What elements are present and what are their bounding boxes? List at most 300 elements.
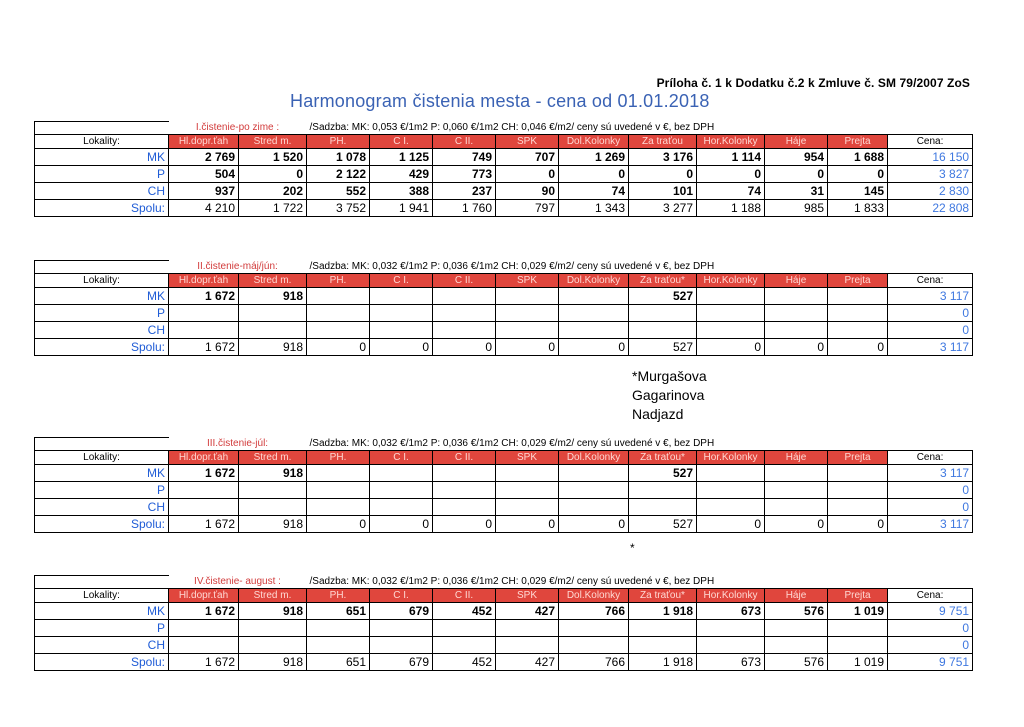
total-cell: 576 bbox=[765, 654, 828, 671]
season-label: IV.čistenie- august : bbox=[194, 575, 281, 587]
value-cell bbox=[307, 288, 370, 305]
value-cell: 3 176 bbox=[629, 149, 697, 166]
location-label: P bbox=[35, 482, 169, 499]
total-cell: 0 bbox=[697, 339, 765, 356]
value-cell bbox=[828, 482, 888, 499]
total-cell: 0 bbox=[697, 516, 765, 533]
value-cell bbox=[629, 305, 697, 322]
value-cell bbox=[629, 637, 697, 654]
column-header: Za traťou bbox=[629, 135, 697, 149]
value-cell: 1 269 bbox=[559, 149, 629, 166]
value-cell bbox=[433, 288, 496, 305]
column-header: Hor.Kolonky bbox=[697, 589, 765, 603]
table-row bbox=[35, 288, 973, 305]
value-cell: 651 bbox=[307, 603, 370, 620]
value-cell bbox=[828, 637, 888, 654]
price-cell: 3 117 bbox=[888, 465, 973, 482]
value-cell: 673 bbox=[697, 603, 765, 620]
total-label: Spolu: bbox=[35, 516, 169, 533]
value-cell: 237 bbox=[433, 183, 496, 200]
value-cell bbox=[697, 288, 765, 305]
table-row bbox=[35, 620, 973, 637]
table-row bbox=[35, 322, 973, 339]
total-cell: 0 bbox=[828, 516, 888, 533]
header-spacer bbox=[35, 122, 169, 135]
value-cell: 2 769 bbox=[169, 149, 239, 166]
value-cell: 918 bbox=[239, 465, 307, 482]
value-cell: 954 bbox=[765, 149, 828, 166]
location-label: CH bbox=[35, 499, 169, 516]
column-header: SPK bbox=[496, 451, 559, 465]
value-cell: 1 520 bbox=[239, 149, 307, 166]
value-cell bbox=[370, 322, 433, 339]
value-cell: 202 bbox=[239, 183, 307, 200]
location-label: CH bbox=[35, 183, 169, 200]
value-cell bbox=[697, 465, 765, 482]
header-spacer bbox=[35, 261, 169, 274]
column-header: SPK bbox=[496, 589, 559, 603]
location-label: P bbox=[35, 166, 169, 183]
schedule-block bbox=[34, 121, 972, 217]
total-cell: 1 343 bbox=[559, 200, 629, 217]
table-row bbox=[35, 482, 973, 499]
header-spacer bbox=[35, 576, 169, 589]
total-label: Spolu: bbox=[35, 200, 169, 217]
value-cell: 1 918 bbox=[629, 603, 697, 620]
column-header: Cena: bbox=[888, 274, 973, 288]
value-cell bbox=[828, 620, 888, 637]
schedule-table bbox=[34, 575, 973, 671]
total-label: Spolu: bbox=[35, 339, 169, 356]
value-cell bbox=[496, 637, 559, 654]
table-row bbox=[35, 183, 973, 200]
total-cell: 3 752 bbox=[307, 200, 370, 217]
value-cell bbox=[169, 322, 239, 339]
total-label: Spolu: bbox=[35, 654, 169, 671]
value-cell bbox=[307, 305, 370, 322]
footnote-line: *Murgašova bbox=[632, 368, 707, 384]
value-cell bbox=[433, 322, 496, 339]
table-row bbox=[35, 637, 973, 654]
value-cell bbox=[629, 482, 697, 499]
value-cell bbox=[828, 322, 888, 339]
total-row bbox=[35, 339, 973, 356]
total-cell: 0 bbox=[433, 516, 496, 533]
value-cell bbox=[239, 620, 307, 637]
value-cell bbox=[307, 465, 370, 482]
value-cell bbox=[433, 465, 496, 482]
price-cell: 0 bbox=[888, 499, 973, 516]
total-price-cell: 3 117 bbox=[888, 339, 973, 356]
annex-reference: Príloha č. 1 k Dodatku č.2 k Zmluve č. SM 79/2007 ZoS bbox=[656, 76, 970, 90]
column-header: Za traťou* bbox=[629, 451, 697, 465]
value-cell bbox=[828, 465, 888, 482]
total-cell: 918 bbox=[239, 654, 307, 671]
column-header: Hor.Kolonky bbox=[697, 274, 765, 288]
value-cell bbox=[828, 305, 888, 322]
value-cell bbox=[765, 288, 828, 305]
total-price-cell: 9 751 bbox=[888, 654, 973, 671]
column-header: C I. bbox=[370, 589, 433, 603]
column-header: Lokality: bbox=[35, 135, 169, 149]
column-header: Háje bbox=[765, 135, 828, 149]
location-label: MK bbox=[35, 288, 169, 305]
value-cell bbox=[370, 499, 433, 516]
value-cell bbox=[433, 499, 496, 516]
value-cell: 707 bbox=[496, 149, 559, 166]
location-label: CH bbox=[35, 637, 169, 654]
value-cell: 74 bbox=[697, 183, 765, 200]
value-cell: 1 114 bbox=[697, 149, 765, 166]
value-cell: 1 078 bbox=[307, 149, 370, 166]
value-cell bbox=[697, 322, 765, 339]
value-cell: 0 bbox=[239, 166, 307, 183]
column-header: Cena: bbox=[888, 589, 973, 603]
value-cell bbox=[559, 322, 629, 339]
total-cell: 0 bbox=[307, 516, 370, 533]
total-cell: 797 bbox=[496, 200, 559, 217]
total-cell: 0 bbox=[496, 339, 559, 356]
total-cell: 1 722 bbox=[239, 200, 307, 217]
value-cell bbox=[239, 305, 307, 322]
table-row bbox=[35, 465, 973, 482]
location-label: CH bbox=[35, 322, 169, 339]
value-cell: 749 bbox=[433, 149, 496, 166]
value-cell bbox=[496, 322, 559, 339]
schedule-table bbox=[34, 260, 973, 356]
price-cell: 9 751 bbox=[888, 603, 973, 620]
table-row bbox=[35, 603, 973, 620]
value-cell: 0 bbox=[629, 166, 697, 183]
column-header: Stred m. bbox=[239, 589, 307, 603]
total-cell: 0 bbox=[370, 339, 433, 356]
rate-label: /Sadzba: MK: 0,032 €/1m2 P: 0,036 €/1m2 CH: 0,029 €/m2/ ceny sú uvedené v €, bez DPH bbox=[309, 437, 715, 449]
table-row bbox=[35, 166, 973, 183]
schedule-table bbox=[34, 121, 973, 217]
value-cell bbox=[239, 499, 307, 516]
total-cell: 427 bbox=[496, 654, 559, 671]
location-label: MK bbox=[35, 149, 169, 166]
total-cell: 527 bbox=[629, 516, 697, 533]
value-cell bbox=[559, 288, 629, 305]
total-cell: 1 188 bbox=[697, 200, 765, 217]
value-cell bbox=[765, 637, 828, 654]
column-header: PH. bbox=[307, 274, 370, 288]
column-header: Stred m. bbox=[239, 135, 307, 149]
total-row bbox=[35, 654, 973, 671]
value-cell bbox=[559, 620, 629, 637]
total-row bbox=[35, 200, 973, 217]
value-cell: 1 672 bbox=[169, 603, 239, 620]
total-cell: 0 bbox=[828, 339, 888, 356]
value-cell: 429 bbox=[370, 166, 433, 183]
value-cell bbox=[496, 305, 559, 322]
column-header: Lokality: bbox=[35, 274, 169, 288]
value-cell: 0 bbox=[496, 166, 559, 183]
column-header: C I. bbox=[370, 274, 433, 288]
season-label: I.čistenie-po zime : bbox=[195, 121, 280, 133]
value-cell: 1 125 bbox=[370, 149, 433, 166]
value-cell bbox=[307, 482, 370, 499]
total-cell: 0 bbox=[765, 339, 828, 356]
value-cell: 74 bbox=[559, 183, 629, 200]
table-row bbox=[35, 149, 973, 166]
location-label: P bbox=[35, 620, 169, 637]
column-header: C II. bbox=[433, 274, 496, 288]
value-cell bbox=[433, 305, 496, 322]
schedule-block bbox=[34, 260, 972, 356]
price-cell: 0 bbox=[888, 620, 973, 637]
value-cell: 145 bbox=[828, 183, 888, 200]
total-cell: 1 672 bbox=[169, 339, 239, 356]
total-cell: 0 bbox=[433, 339, 496, 356]
value-cell: 766 bbox=[559, 603, 629, 620]
column-header: C II. bbox=[433, 135, 496, 149]
column-header: Za traťou* bbox=[629, 274, 697, 288]
total-cell: 1 672 bbox=[169, 516, 239, 533]
price-cell: 3 827 bbox=[888, 166, 973, 183]
value-cell bbox=[169, 620, 239, 637]
total-cell: 0 bbox=[370, 516, 433, 533]
column-header: Stred m. bbox=[239, 274, 307, 288]
column-header: Hl.dopr.ťah bbox=[169, 451, 239, 465]
value-cell bbox=[370, 305, 433, 322]
schedule-table bbox=[34, 437, 973, 533]
value-cell bbox=[697, 620, 765, 637]
value-cell: 1 688 bbox=[828, 149, 888, 166]
total-cell: 766 bbox=[559, 654, 629, 671]
value-cell: 918 bbox=[239, 288, 307, 305]
rate-label: /Sadzba: MK: 0,053 €/1m2 P: 0,060 €/1m2 CH: 0,046 €/m2/ ceny sú uvedené v €, bez DPH bbox=[309, 121, 715, 133]
price-cell: 16 150 bbox=[888, 149, 973, 166]
column-header: Stred m. bbox=[239, 451, 307, 465]
value-cell bbox=[828, 288, 888, 305]
total-cell: 452 bbox=[433, 654, 496, 671]
schedule-block bbox=[34, 575, 972, 671]
value-cell: 504 bbox=[169, 166, 239, 183]
value-cell bbox=[370, 465, 433, 482]
value-cell: 1 019 bbox=[828, 603, 888, 620]
value-cell bbox=[559, 637, 629, 654]
price-cell: 0 bbox=[888, 322, 973, 339]
value-cell: 452 bbox=[433, 603, 496, 620]
total-cell: 527 bbox=[629, 339, 697, 356]
value-cell bbox=[629, 499, 697, 516]
total-cell: 4 210 bbox=[169, 200, 239, 217]
value-cell: 918 bbox=[239, 603, 307, 620]
total-cell: 0 bbox=[559, 516, 629, 533]
value-cell bbox=[559, 305, 629, 322]
footnote-line: Gagarinova bbox=[632, 387, 705, 403]
value-cell: 101 bbox=[629, 183, 697, 200]
total-price-cell: 22 808 bbox=[888, 200, 973, 217]
location-label: P bbox=[35, 305, 169, 322]
column-header: C I. bbox=[370, 451, 433, 465]
column-header: C II. bbox=[433, 451, 496, 465]
location-label: MK bbox=[35, 465, 169, 482]
table-row bbox=[35, 305, 973, 322]
value-cell bbox=[169, 499, 239, 516]
column-header: Hl.dopr.ťah bbox=[169, 589, 239, 603]
total-cell: 1 672 bbox=[169, 654, 239, 671]
column-header: Lokality: bbox=[35, 451, 169, 465]
value-cell: 388 bbox=[370, 183, 433, 200]
total-cell: 0 bbox=[765, 516, 828, 533]
value-cell bbox=[239, 482, 307, 499]
value-cell bbox=[765, 620, 828, 637]
column-header: Hor.Kolonky bbox=[697, 135, 765, 149]
value-cell bbox=[697, 499, 765, 516]
value-cell bbox=[433, 482, 496, 499]
value-cell bbox=[169, 637, 239, 654]
value-cell bbox=[496, 288, 559, 305]
value-cell bbox=[559, 499, 629, 516]
column-header: Dol.Kolonky bbox=[559, 135, 629, 149]
total-cell: 673 bbox=[697, 654, 765, 671]
footnote-star: * bbox=[630, 541, 635, 555]
total-cell: 651 bbox=[307, 654, 370, 671]
total-cell: 1 941 bbox=[370, 200, 433, 217]
value-cell: 679 bbox=[370, 603, 433, 620]
column-header: Háje bbox=[765, 274, 828, 288]
value-cell: 2 122 bbox=[307, 166, 370, 183]
value-cell bbox=[307, 499, 370, 516]
value-cell bbox=[307, 620, 370, 637]
price-cell: 0 bbox=[888, 482, 973, 499]
price-cell: 0 bbox=[888, 637, 973, 654]
column-header: PH. bbox=[307, 589, 370, 603]
column-header: Cena: bbox=[888, 451, 973, 465]
column-header: Prejta bbox=[828, 589, 888, 603]
value-cell bbox=[433, 620, 496, 637]
value-cell bbox=[169, 305, 239, 322]
value-cell bbox=[496, 465, 559, 482]
value-cell bbox=[765, 482, 828, 499]
value-cell bbox=[496, 499, 559, 516]
column-header: PH. bbox=[307, 451, 370, 465]
value-cell bbox=[629, 322, 697, 339]
column-header: Háje bbox=[765, 451, 828, 465]
document-title: Harmonogram čistenia mesta - cena od 01.01.2018 bbox=[290, 91, 710, 111]
total-cell: 679 bbox=[370, 654, 433, 671]
value-cell bbox=[559, 482, 629, 499]
value-cell: 576 bbox=[765, 603, 828, 620]
header-spacer bbox=[35, 438, 169, 451]
value-cell: 31 bbox=[765, 183, 828, 200]
value-cell: 1 672 bbox=[169, 288, 239, 305]
column-header: Hl.dopr.ťah bbox=[169, 135, 239, 149]
total-cell: 0 bbox=[496, 516, 559, 533]
price-cell: 3 117 bbox=[888, 288, 973, 305]
value-cell: 527 bbox=[629, 465, 697, 482]
footnote-streets bbox=[632, 367, 707, 424]
value-cell bbox=[370, 620, 433, 637]
table-row bbox=[35, 499, 973, 516]
column-header: C I. bbox=[370, 135, 433, 149]
total-cell: 3 277 bbox=[629, 200, 697, 217]
value-cell bbox=[239, 637, 307, 654]
total-cell: 918 bbox=[239, 339, 307, 356]
schedule-block bbox=[34, 437, 972, 533]
value-cell bbox=[307, 322, 370, 339]
value-cell bbox=[765, 499, 828, 516]
column-header: Prejta bbox=[828, 274, 888, 288]
season-label: III.čistenie-júl: bbox=[206, 437, 269, 449]
value-cell bbox=[697, 482, 765, 499]
value-cell: 427 bbox=[496, 603, 559, 620]
value-cell: 0 bbox=[697, 166, 765, 183]
season-label: II.čistenie-máj/jún: bbox=[197, 260, 278, 272]
total-price-cell: 3 117 bbox=[888, 516, 973, 533]
value-cell bbox=[169, 482, 239, 499]
value-cell bbox=[370, 288, 433, 305]
column-header: SPK bbox=[496, 274, 559, 288]
value-cell: 773 bbox=[433, 166, 496, 183]
value-cell bbox=[239, 322, 307, 339]
total-cell: 1 760 bbox=[433, 200, 496, 217]
location-label: MK bbox=[35, 603, 169, 620]
price-cell: 0 bbox=[888, 305, 973, 322]
value-cell bbox=[765, 305, 828, 322]
total-cell: 1 019 bbox=[828, 654, 888, 671]
value-cell bbox=[629, 620, 697, 637]
column-header: Hor.Kolonky bbox=[697, 451, 765, 465]
value-cell: 90 bbox=[496, 183, 559, 200]
rate-label: /Sadzba: MK: 0,032 €/1m2 P: 0,036 €/1m2 CH: 0,029 €/m2/ ceny sú uvedené v €, bez DPH bbox=[309, 260, 715, 272]
column-header: Za traťou* bbox=[629, 589, 697, 603]
total-cell: 0 bbox=[307, 339, 370, 356]
column-header: Dol.Kolonky bbox=[559, 451, 629, 465]
column-header: Prejta bbox=[828, 135, 888, 149]
value-cell: 0 bbox=[828, 166, 888, 183]
column-header: Dol.Kolonky bbox=[559, 274, 629, 288]
total-cell: 918 bbox=[239, 516, 307, 533]
value-cell bbox=[559, 465, 629, 482]
value-cell: 0 bbox=[765, 166, 828, 183]
total-cell: 0 bbox=[559, 339, 629, 356]
value-cell bbox=[697, 305, 765, 322]
total-cell: 1 918 bbox=[629, 654, 697, 671]
value-cell: 552 bbox=[307, 183, 370, 200]
footnote-line: Nadjazd bbox=[632, 406, 684, 422]
value-cell: 0 bbox=[559, 166, 629, 183]
value-cell bbox=[496, 620, 559, 637]
column-header: C II. bbox=[433, 589, 496, 603]
value-cell: 527 bbox=[629, 288, 697, 305]
total-row bbox=[35, 516, 973, 533]
column-header: Lokality: bbox=[35, 589, 169, 603]
total-cell: 985 bbox=[765, 200, 828, 217]
column-header: Hl.dopr.ťah bbox=[169, 274, 239, 288]
column-header: SPK bbox=[496, 135, 559, 149]
column-header: Dol.Kolonky bbox=[559, 589, 629, 603]
value-cell: 1 672 bbox=[169, 465, 239, 482]
rate-label: /Sadzba: MK: 0,032 €/1m2 P: 0,036 €/1m2 CH: 0,029 €/m2/ ceny sú uvedené v €, bez DPH bbox=[309, 575, 715, 587]
price-cell: 2 830 bbox=[888, 183, 973, 200]
value-cell: 937 bbox=[169, 183, 239, 200]
value-cell bbox=[496, 482, 559, 499]
value-cell bbox=[828, 499, 888, 516]
value-cell bbox=[765, 465, 828, 482]
value-cell bbox=[307, 637, 370, 654]
column-header: Prejta bbox=[828, 451, 888, 465]
value-cell bbox=[765, 322, 828, 339]
value-cell bbox=[370, 637, 433, 654]
value-cell bbox=[370, 482, 433, 499]
column-header: Cena: bbox=[888, 135, 973, 149]
value-cell bbox=[697, 637, 765, 654]
column-header: Háje bbox=[765, 589, 828, 603]
